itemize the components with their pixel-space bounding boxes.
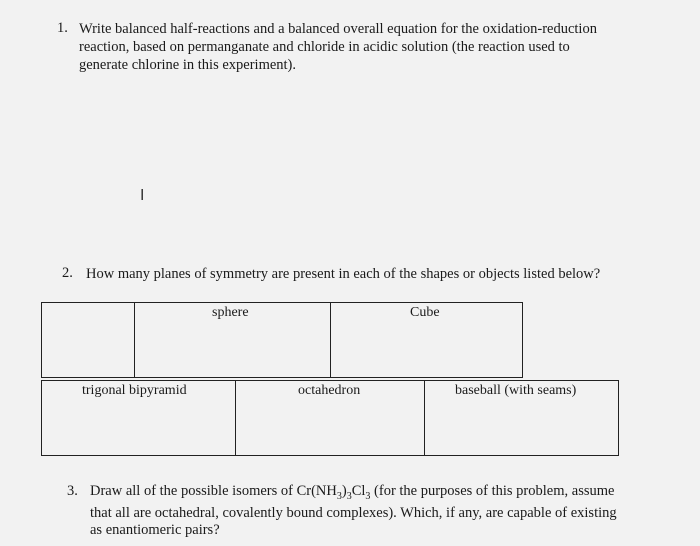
q2-number: 2. xyxy=(62,265,73,281)
table-cell-octahedron: octahedron xyxy=(236,381,425,456)
table-cell-blank xyxy=(42,303,135,378)
q3-text xyxy=(90,483,617,539)
q3-line-1: Draw all of the possible isomers of $Cr(NH_3)_3Cl_3$ (for the purposes of this problem, assume xyxy=(90,483,615,502)
symmetry-table-row-2 xyxy=(41,380,619,456)
q3-number: 3. xyxy=(67,483,78,499)
table-cell-baseball: baseball (with seams) xyxy=(425,381,619,456)
q3-line-3: as enantiomeric pairs? xyxy=(90,521,220,538)
q1-number: 1. xyxy=(57,20,68,36)
q1-line-2: reaction, based on permanganate and chloride in acidic solution (the reaction used to xyxy=(79,39,570,55)
q3-line-2: that all are octahedral, covalently bound complexes). Which, if any, are capable of existing xyxy=(90,504,617,521)
text-cursor-icon: I xyxy=(140,186,145,204)
q2-text: How many planes of symmetry are present in each of the shapes or objects listed below? xyxy=(86,266,601,282)
q1-line-1: Write balanced half-reactions and a balanced overall equation for the oxidation-reduction xyxy=(79,21,597,37)
q1-line-3: generate chlorine in this experiment). xyxy=(79,57,297,73)
table-cell-cube: Cube xyxy=(331,303,523,378)
symmetry-table-row-1 xyxy=(41,302,523,378)
q1-text xyxy=(79,20,679,74)
table-cell-sphere: sphere xyxy=(135,303,331,378)
table-cell-trigonal-bipyramid: trigonal bipyramid xyxy=(42,381,236,456)
